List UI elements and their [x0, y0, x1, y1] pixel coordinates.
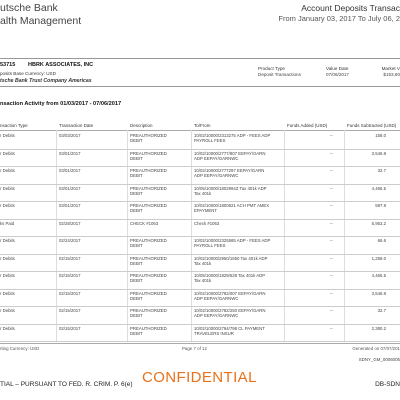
- cell-text: 4,465.5: [371, 273, 386, 278]
- cell-text: EPAYMENT: [194, 208, 217, 214]
- cell-tf: [194, 238, 270, 248]
- cell-text: r Debits: [0, 238, 15, 243]
- cell-text: r Debits: [0, 308, 15, 313]
- account-meta: posits Base Currency: USD: [0, 71, 56, 76]
- bank-name: utsche Bank: [0, 2, 58, 14]
- cell-type: [0, 203, 15, 208]
- cell-tf: [194, 273, 265, 283]
- table-row: [0, 306, 400, 324]
- table-row: [0, 201, 400, 219]
- table-row: [0, 289, 400, 307]
- product-type-label: Product Type: [258, 66, 285, 71]
- generated-date: Generated on 07/07/201: [352, 346, 400, 351]
- cell-text: --: [330, 168, 333, 173]
- cell-text: r Debits: [0, 325, 15, 331]
- col-transaction-type: nsaction Type: [0, 123, 28, 128]
- cell-type: [0, 238, 15, 243]
- cell-date: [59, 308, 81, 313]
- cell-text: 02/15/2017: [59, 325, 81, 331]
- activity-title: nsaction Activity from 01/03/2017 - 07/06/2017: [0, 101, 122, 107]
- cell-type: [0, 151, 15, 156]
- cell-text: Tax 401k: [194, 190, 212, 196]
- cell-tf: [194, 168, 264, 178]
- cell-sub: [372, 186, 386, 191]
- cell-text: DEBIT: [130, 260, 143, 266]
- cell-sub: [375, 203, 386, 208]
- table-row: [0, 131, 400, 149]
- cell-type: [0, 168, 15, 173]
- cell-desc: [130, 203, 167, 213]
- cell-text: --: [330, 308, 333, 313]
- cell-type: [0, 308, 15, 313]
- cell-type: [0, 133, 15, 138]
- cell-desc: [130, 256, 167, 266]
- cell-desc: [130, 273, 167, 283]
- cell-text: CHECK #1063: [130, 220, 159, 226]
- cell-text: PREAUTHORIZED: [130, 168, 167, 173]
- cell-text: 02/15/2017: [59, 308, 81, 313]
- cell-desc: [130, 291, 167, 301]
- confidential-stamp: CONFIDENTIAL: [142, 369, 257, 386]
- cell-text: PREAUTHORIZED: [130, 238, 167, 243]
- col-transaction-date: Transaction Date: [59, 123, 94, 128]
- table-row: [0, 166, 400, 184]
- col-to-from: To/From: [194, 123, 211, 128]
- cell-text: ADP EEPAY/GARNWC: [194, 173, 239, 179]
- cell-added: [330, 221, 333, 226]
- cell-text: 03/01/2017: [59, 150, 81, 156]
- cell-added: [330, 133, 333, 138]
- cell-desc: [130, 186, 167, 196]
- cell-sub: [372, 221, 386, 226]
- cell-desc: [130, 151, 167, 161]
- cell-text: DEBIT: [130, 243, 143, 249]
- cell-date: [59, 291, 81, 296]
- cell-tf: [194, 203, 269, 213]
- cell-added: [330, 273, 333, 278]
- cell-text: 1,258.0: [371, 255, 386, 261]
- cell-text: 10/02/10000/2782/250 EEPAY/GARN: [194, 308, 266, 313]
- cell-text: 10/02/10000/2777297 EEPAY/GARN: [194, 168, 265, 173]
- cell-sub: [378, 168, 386, 173]
- cell-text: --: [330, 238, 333, 243]
- cell-text: 10/05/10000/1929/528 Tax 401k ADP: [194, 273, 266, 278]
- cell-tf: [194, 186, 267, 196]
- cell-text: PREAUTHORIZED: [130, 185, 167, 191]
- cell-text: ADP EEPAY/GARNWC: [194, 313, 239, 319]
- cell-text: --: [330, 220, 333, 226]
- cell-text: --: [330, 290, 333, 296]
- cell-text: 10/02/10000/2950/1550 Tax 401k ADP: [194, 255, 268, 261]
- cell-added: [330, 238, 333, 243]
- product-type-value: Deposit Transactions: [258, 72, 301, 77]
- col-description: Description: [130, 123, 153, 128]
- cell-sub: [378, 238, 386, 243]
- table-row: [0, 149, 400, 167]
- cell-added: [330, 168, 333, 173]
- cell-added: [330, 291, 333, 296]
- cell-text: Tax 401k: [194, 278, 212, 284]
- cell-text: --: [330, 185, 333, 191]
- cell-text: 02/15/2017: [59, 273, 81, 278]
- cell-text: 02/28/2017: [59, 220, 81, 226]
- cell-type: [0, 291, 15, 296]
- cell-tf: [194, 256, 268, 266]
- cell-added: [330, 256, 333, 261]
- cell-text: PREAUTHORIZED: [130, 273, 167, 278]
- cell-text: 10/02/10000/2782/007 EEPAY/GARN: [194, 290, 266, 296]
- cell-text: PREAUTHORIZED: [130, 203, 167, 208]
- cell-text: r Debits: [0, 255, 15, 261]
- cell-text: r Debits: [0, 290, 15, 296]
- cell-sub: [372, 151, 386, 156]
- header-divider: [0, 58, 400, 59]
- market-value: $153,60: [383, 72, 400, 77]
- col-funds-subtracted: Funds Subtracted (USD): [347, 123, 397, 128]
- cell-added: [330, 308, 333, 313]
- reporting-currency: rting Currency: USD: [0, 346, 40, 351]
- table-row: [0, 324, 400, 342]
- cell-type: [0, 326, 15, 331]
- cell-desc: [130, 238, 167, 248]
- cell-text: r Debits: [0, 185, 15, 191]
- cell-text: DEBIT: [130, 138, 143, 144]
- bank-division: alth Management: [0, 15, 82, 27]
- table-row: [0, 236, 400, 254]
- cell-text: ADP EEPAY/GARNWC: [194, 155, 239, 161]
- cell-tf: [194, 151, 266, 161]
- cell-date: [59, 326, 81, 331]
- account-number: 53715: [0, 62, 16, 68]
- cell-text: 03/01/2017: [59, 203, 81, 208]
- cell-sub: [372, 273, 386, 278]
- cell-text: DEBIT: [130, 330, 143, 336]
- cell-text: DEBIT: [130, 208, 143, 214]
- cell-text: PREAUTHORIZED: [130, 255, 167, 261]
- col-funds-added: Funds Added (USD): [287, 123, 328, 128]
- cell-date: [59, 273, 81, 278]
- cell-text: DEBIT: [130, 190, 143, 196]
- cell-text: --: [330, 133, 333, 138]
- cell-text: 158.0: [375, 133, 386, 138]
- cell-sub: [372, 326, 386, 331]
- cell-tf: [194, 221, 219, 226]
- cell-sub: [375, 133, 386, 138]
- cell-sub: [378, 308, 386, 313]
- cell-text: 03/01/2017: [59, 168, 81, 173]
- cell-text: 02/15/2017: [59, 255, 81, 261]
- cell-text: DEBIT: [130, 155, 143, 161]
- cell-date: [59, 256, 81, 261]
- cell-text: r Debits: [0, 168, 15, 173]
- cell-type: [0, 221, 14, 226]
- cell-text: DEBIT: [130, 173, 143, 179]
- cell-text: r Debits: [0, 133, 15, 138]
- cell-text: TRAVELERS INSUR: [194, 330, 234, 336]
- confidential-notice: TIAL – PURSUANT TO FED. R. CRIM. P. 6(e): [0, 381, 133, 388]
- cell-added: [330, 326, 333, 331]
- cell-type: [0, 186, 15, 191]
- cell-text: PREAUTHORIZED: [130, 133, 167, 138]
- cell-tf: [194, 291, 266, 301]
- cell-text: 10/02/10000/2325585 ADP - FEES ADP: [194, 238, 271, 243]
- cell-date: [59, 221, 81, 226]
- cell-tf: [194, 326, 265, 336]
- cell-text: 02/24/2017: [59, 238, 81, 243]
- market-value-label: Market V: [381, 66, 400, 71]
- cell-date: [59, 238, 81, 243]
- cell-text: PREAUTHORIZED: [130, 150, 167, 156]
- value-date-label: Value Date: [326, 66, 349, 71]
- cell-desc: [130, 326, 167, 336]
- cell-text: --: [330, 273, 333, 278]
- cell-added: [330, 203, 333, 208]
- cell-text: PREAUTHORIZED: [130, 325, 167, 331]
- cell-text: PAYROLL FEES: [194, 138, 226, 144]
- cell-text: 32.7: [377, 168, 386, 173]
- cell-text: DEBIT: [130, 295, 143, 301]
- cell-text: 10/02/10000/2777/907 EEPAY/GARN: [194, 150, 266, 156]
- cell-desc: [130, 133, 167, 143]
- cell-date: [59, 151, 81, 156]
- cell-text: r Debits: [0, 273, 15, 278]
- cell-date: [59, 186, 81, 191]
- cell-text: Tax 401k: [194, 260, 212, 266]
- cell-added: [330, 186, 333, 191]
- cell-text: --: [330, 150, 333, 156]
- report-period: From January 03, 2017 To July 06, 2: [278, 14, 400, 23]
- cell-text: 10/02/10000/2313275 ADP - FEES ADP: [194, 133, 271, 138]
- page-number: Page 7 of 12: [182, 346, 207, 351]
- cell-added: [330, 151, 333, 156]
- report-title: Account Deposits Transac: [301, 3, 400, 13]
- cell-text: 10/02/10000/2794/798 CL PAYMENT: [194, 325, 265, 331]
- cell-text: 10/02/10000/1800821 ACH PMT AMEX: [194, 203, 270, 208]
- cell-text: ks Paid: [0, 220, 15, 226]
- cell-text: 597.9: [375, 203, 386, 208]
- cell-date: [59, 168, 81, 173]
- cell-text: --: [330, 255, 333, 261]
- cell-text: PAYROLL FEES: [194, 243, 226, 249]
- cell-text: PREAUTHORIZED: [130, 290, 167, 296]
- table-row: [0, 184, 400, 202]
- section-divider: [0, 86, 400, 87]
- cell-text: 3,546.8: [371, 150, 386, 156]
- cell-text: 4,465.5: [371, 185, 386, 191]
- cell-text: 5,953.2: [371, 220, 386, 226]
- row-divider: [0, 341, 400, 342]
- cell-text: 3,546.8: [371, 290, 386, 296]
- cell-text: Check #1063: [194, 220, 220, 226]
- cell-desc: [130, 168, 167, 178]
- cell-text: --: [330, 203, 333, 208]
- cell-text: 03/03/2017: [59, 133, 81, 138]
- cell-type: [0, 273, 15, 278]
- bates-prefix: DB-SDN: [375, 381, 400, 388]
- cell-sub: [372, 291, 386, 296]
- cell-text: DEBIT: [130, 313, 143, 319]
- cell-text: DEBIT: [130, 278, 143, 284]
- cell-text: 10/05/10000/1802994Z Tax 401k ADP: [194, 185, 267, 191]
- cell-text: r Debits: [0, 203, 15, 208]
- cell-desc: [130, 308, 167, 318]
- cell-type: [0, 256, 15, 261]
- cell-tf: [194, 308, 266, 318]
- cell-text: 66.6: [377, 238, 386, 243]
- cell-tf: [194, 133, 270, 143]
- account-name: HBRK ASSOCIATES, INC: [28, 62, 94, 68]
- table-end-divider: [0, 343, 400, 344]
- cell-date: [59, 133, 81, 138]
- table-row: [0, 254, 400, 272]
- cell-date: [59, 203, 81, 208]
- bates-number: SDNY_GM_0006005: [358, 357, 400, 362]
- table-row: [0, 271, 400, 289]
- value-date-value: 07/06/2017: [326, 72, 349, 77]
- cell-text: 02/15/2017: [59, 290, 81, 296]
- table-row: [0, 219, 400, 237]
- cell-desc: [130, 221, 158, 226]
- cell-text: 03/01/2017: [59, 185, 81, 191]
- cell-text: r Debits: [0, 150, 15, 156]
- cell-text: 32.7: [377, 308, 386, 313]
- cell-text: --: [330, 325, 333, 331]
- cell-text: 2,380.2: [371, 325, 386, 331]
- cell-sub: [372, 256, 386, 261]
- trust-company: tsche Bank Trust Company Americas: [0, 78, 92, 84]
- cell-text: ADP EEPAY/GARNWC: [194, 295, 239, 301]
- cell-text: PREAUTHORIZED: [130, 308, 167, 313]
